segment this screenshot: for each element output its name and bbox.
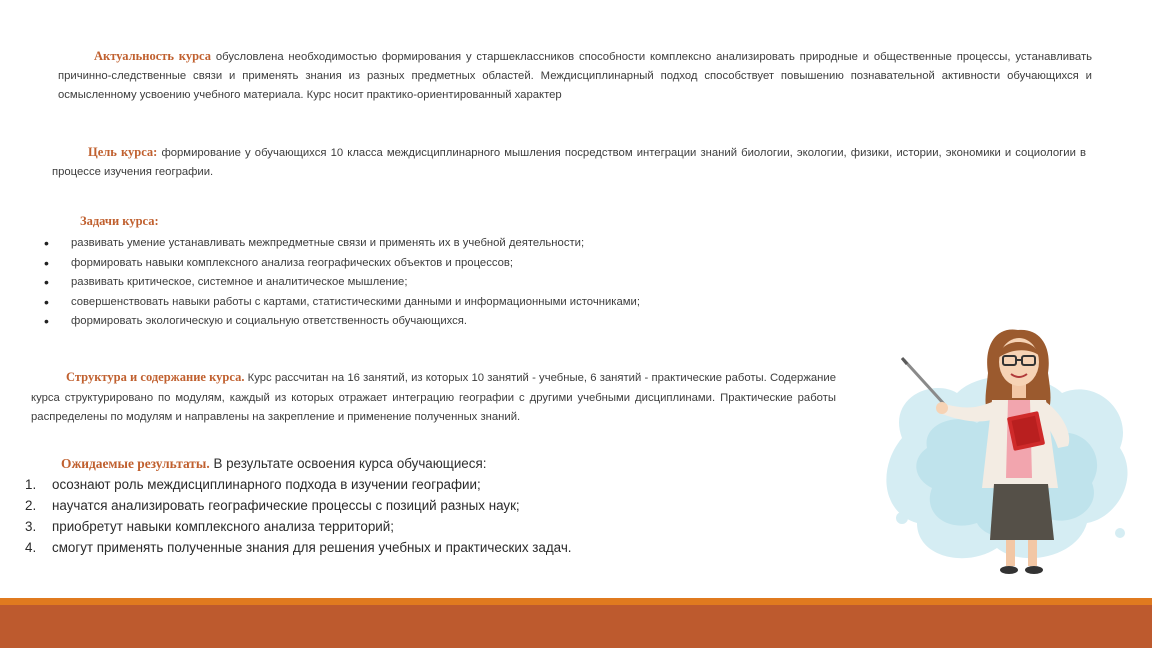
bullet-icon: • (44, 235, 49, 251)
results-heading: Ожидаемые результаты. (61, 456, 210, 471)
bullet-icon: • (44, 313, 49, 329)
goal-heading: Цель курса: (88, 145, 158, 159)
list-item: • совершенствовать навыки работы с картами, статистическими данными и информационными источниками; (44, 293, 640, 313)
teacher-illustration (872, 318, 1142, 583)
list-item: 1. осознают роль междисциплинарного подхода в изучении географии; (25, 477, 481, 492)
goal-paragraph (52, 143, 1086, 182)
list-item: • развивать умение устанавливать межпредметные связи и применять их в учебной деятельности; (44, 234, 640, 254)
list-item: 2. научатся анализировать географические процессы с позиций разных наук; (25, 498, 520, 513)
structure-heading: Структура и содержание курса. (66, 370, 245, 384)
relevance-paragraph (58, 47, 1092, 105)
tasks-list (44, 234, 640, 332)
structure-text: Курс рассчитан на 16 занятий, из которых 10 занятий - учебные, 6 занятий - практические работы. Содержание курса структурировано по модулям, каждый из которых отражает интеграцию географии с другими учебными дисциплинами. Практические работы распределены по модулям и направлены на закрепление и применение полученных знаний. (31, 372, 837, 423)
list-item: 4. смогут применять полученные знания для решения учебных и практических задач. (25, 540, 572, 555)
structure-paragraph (31, 368, 836, 428)
relevance-heading: Актуальность курса (94, 49, 211, 63)
list-item: • формировать экологическую и социальную ответственность обучающихся. (44, 312, 640, 332)
footer-accent-stripe (0, 598, 1152, 605)
bullet-icon: • (44, 274, 49, 290)
list-item: • развивать критическое, системное и аналитическое мышление; (44, 273, 640, 293)
list-item: 3. приобретут навыки комплексного анализа территорий; (25, 519, 394, 534)
results-intro: В результате освоения курса обучающиеся: (213, 456, 487, 471)
footer-bar (0, 605, 1152, 648)
results-list (25, 474, 845, 558)
results-section (25, 453, 845, 558)
tasks-heading: Задачи курса: (80, 214, 159, 228)
results-header (25, 453, 845, 474)
list-item: • формировать навыки комплексного анализа географических объектов и процессов; (44, 254, 640, 274)
bullet-icon: • (44, 293, 49, 310)
goal-text: формирование у обучающихся 10 класса междисциплинарного мышления посредством интеграции знаний биологии, экологии, физики, истории, экономики и социологии в процессе изучения географии. (52, 147, 1087, 178)
bullet-icon: • (44, 254, 49, 271)
relevance-text: обусловлена необходимостью формирования у старшеклассников способности комплексно анализировать природные и общественные процессы, устанавливать причинно-следственные связи и применять знания из разных предметных областей. Междисциплинарный подход способствует повышению познавательной активности обучающихся и осмысленному усвоению учебного материала. Курс носит практико-ориентированный характер (58, 51, 1093, 101)
